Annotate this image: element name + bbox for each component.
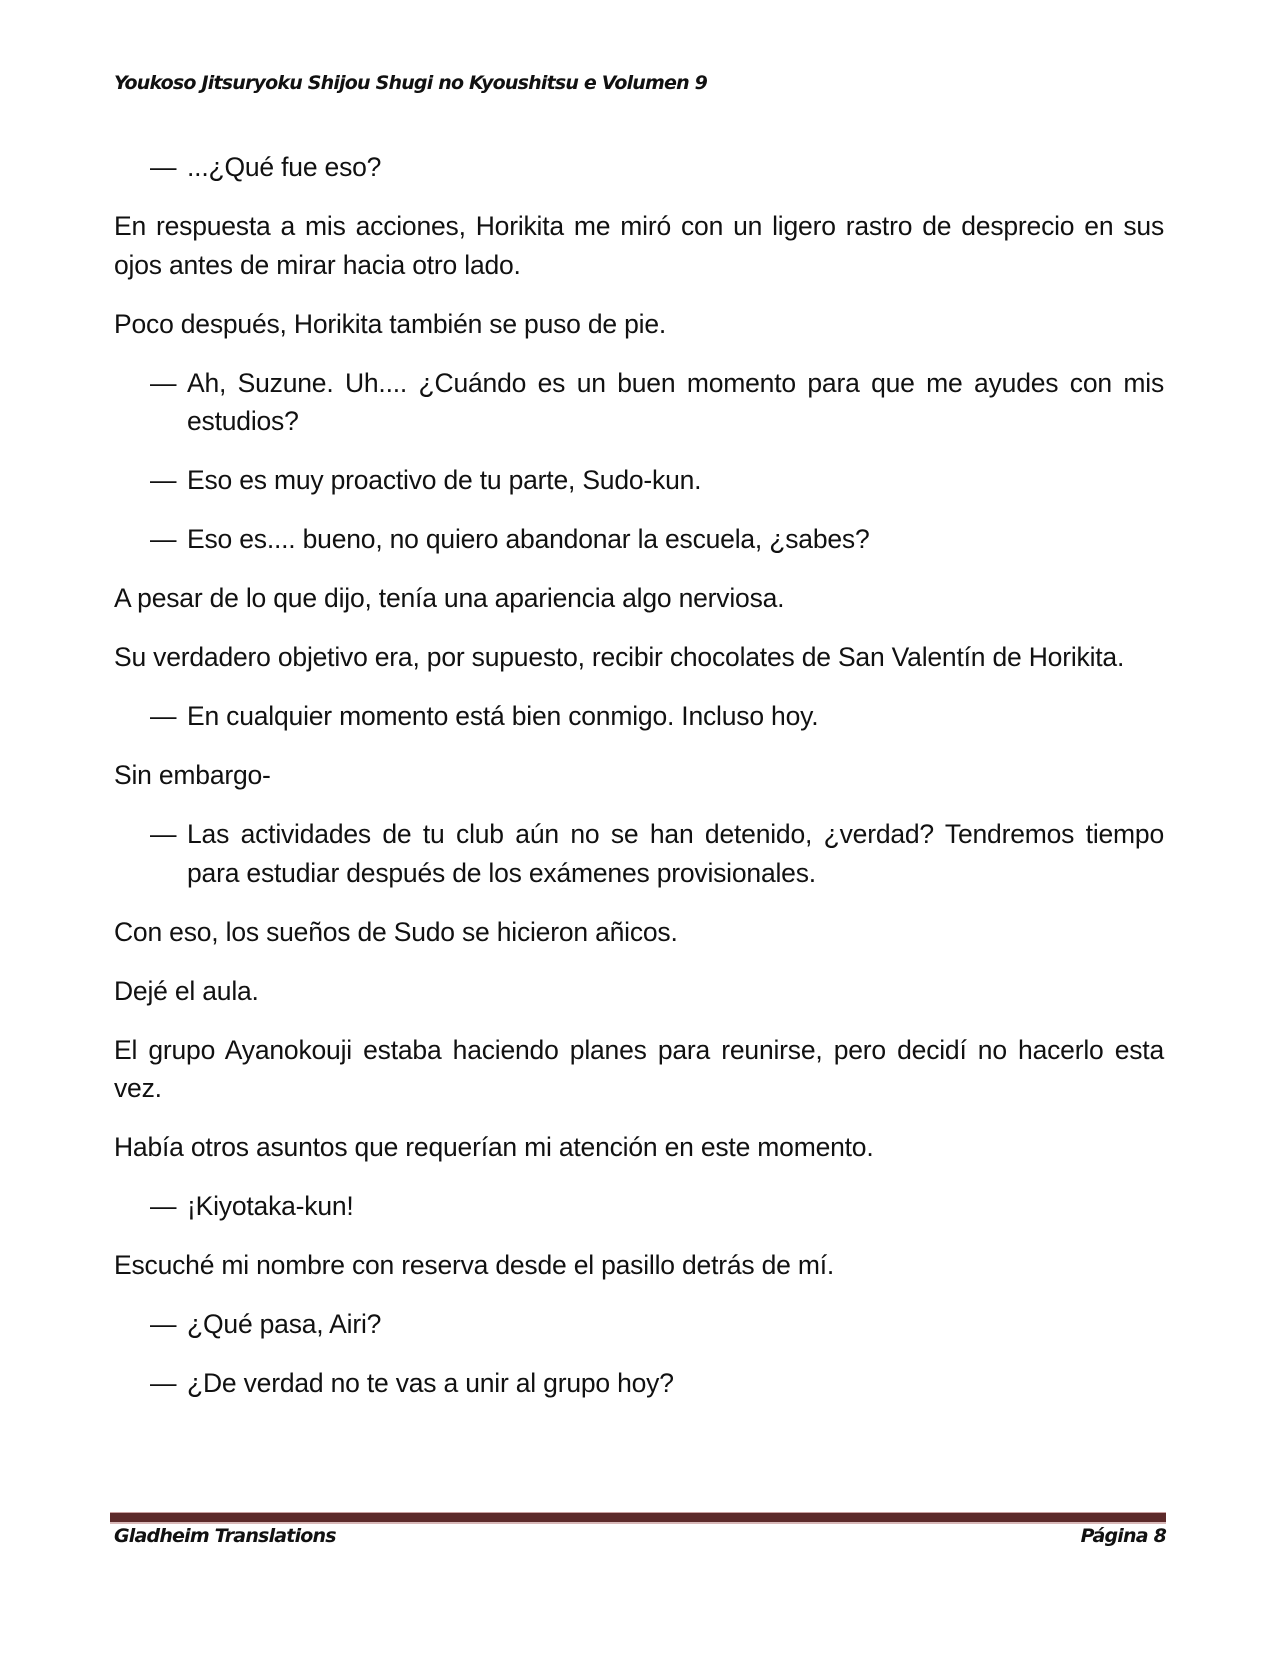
paragraph: Su verdadero objetivo era, por supuesto, recibir chocolates de San Valentín de Horikita.: [114, 642, 1125, 672]
dialogue-dash: —: [150, 524, 177, 554]
footer-credit: Gladheim Translations: [114, 1525, 336, 1547]
dialogue-line: [114, 1305, 1164, 1344]
dialogue-text: Eso es muy proactivo de tu parte, Sudo-kun.: [187, 465, 702, 495]
dialogue-dash: —: [150, 1368, 177, 1398]
paragraph: El grupo Ayanokouji estaba haciendo planes para reunirse, pero decidí no hacerlo esta vez.: [114, 1034, 1164, 1103]
dialogue-text: ¿De verdad no te vas a unir al grupo hoy?: [187, 1368, 674, 1398]
paragraph: Sin embargo-: [114, 760, 271, 790]
paragraph: Escuché mi nombre con reserva desde el pasillo detrás de mí.: [114, 1250, 835, 1280]
paragraph: En respuesta a mis acciones, Horikita me miró con un ligero rastro de desprecio en sus ojos antes de mirar hacia otro lado.: [114, 211, 1164, 280]
dialogue-text: En cualquier momento está bien conmigo. Incluso hoy.: [187, 701, 819, 731]
dialogue-text: ¡Kiyotaka-kun!: [187, 1191, 354, 1221]
dialogue-dash: —: [150, 819, 177, 849]
dialogue-line: [114, 461, 1164, 500]
dialogue-text: ¿Qué pasa, Airi?: [187, 1309, 382, 1339]
dialogue-line: [114, 520, 1164, 559]
dialogue-line: [114, 364, 1164, 441]
dialogue-line: [114, 148, 1164, 187]
paragraph: Poco después, Horikita también se puso de pie.: [114, 308, 667, 339]
dialogue-dash: —: [150, 152, 177, 182]
page-body: [114, 148, 1164, 1423]
running-header: Youkoso Jitsuryoku Shijou Shugi no Kyoushitsu e Volumen 9: [114, 72, 708, 94]
dialogue-dash: —: [150, 367, 177, 398]
paragraph: Había otros asuntos que requerían mi atención en este momento.: [114, 1132, 874, 1162]
paragraph: Con eso, los sueños de Sudo se hicieron añicos.: [114, 916, 678, 947]
dialogue-line: [114, 697, 1164, 736]
dialogue-dash: —: [150, 1191, 177, 1221]
dialogue-line: [114, 1364, 1164, 1403]
footer-divider: [110, 1512, 1166, 1524]
page-number: Página 8: [1080, 1525, 1166, 1547]
paragraph: A pesar de lo que dijo, tenía una apariencia algo nerviosa.: [114, 583, 785, 613]
dialogue-line: [114, 1187, 1164, 1226]
paragraph: Dejé el aula.: [114, 975, 259, 1006]
dialogue-line: [114, 815, 1164, 892]
dialogue-text: Ah, Suzune. Uh.... ¿Cuándo es un buen momento para que me ayudes con mis estudios?: [187, 367, 1164, 436]
dialogue-text: ...¿Qué fue eso?: [187, 152, 382, 182]
dialogue-text: Eso es.... bueno, no quiero abandonar la escuela, ¿sabes?: [187, 524, 870, 554]
dialogue-text: Las actividades de tu club aún no se han detenido, ¿verdad? Tendremos tiempo para estudiar después de los exámenes provisionales.: [187, 819, 1164, 888]
dialogue-dash: —: [150, 701, 177, 731]
dialogue-dash: —: [150, 465, 177, 495]
dialogue-dash: —: [150, 1309, 177, 1339]
